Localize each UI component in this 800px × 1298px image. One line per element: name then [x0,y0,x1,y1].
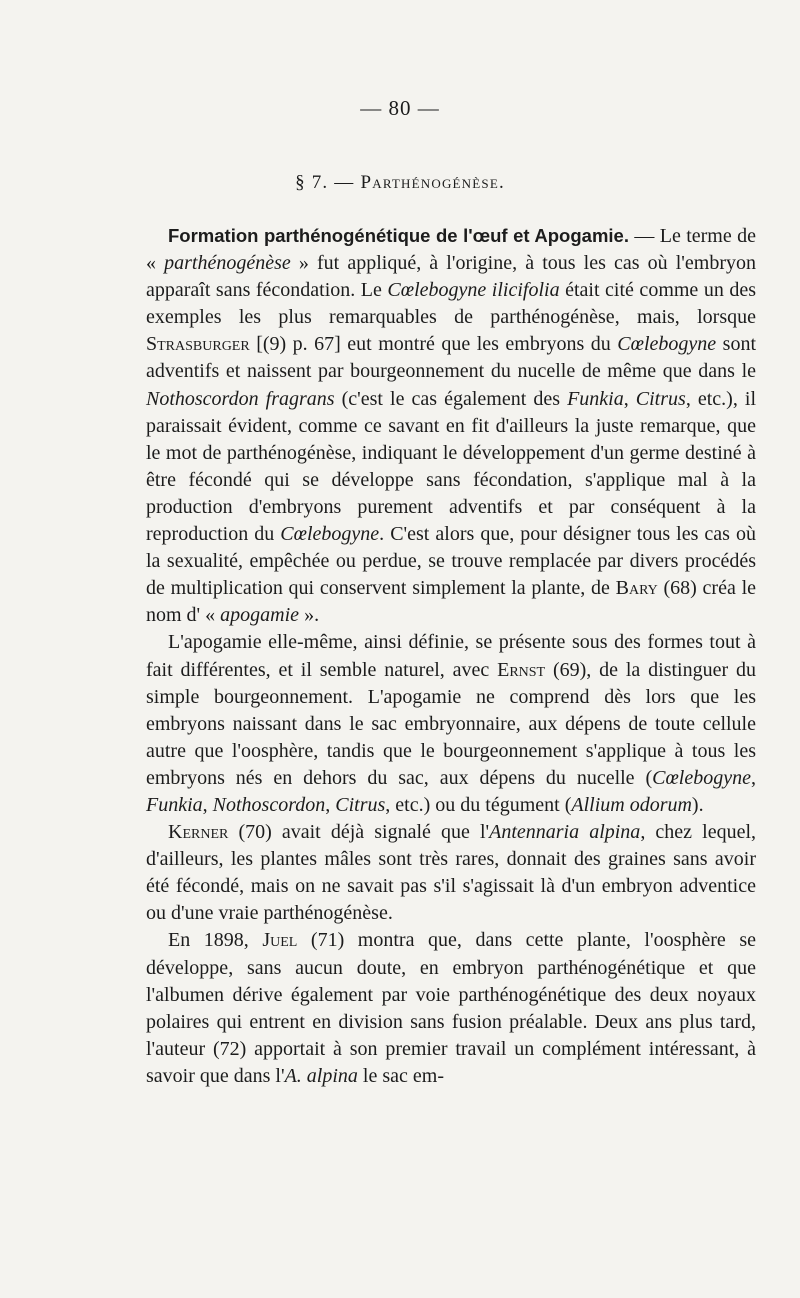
body-text [146,222,756,1090]
italic-term: apogamie [220,604,300,627]
text-run: , [202,793,213,816]
italic-term: Citrus [635,387,686,410]
author-name: Kerner [168,821,229,844]
page-number: — 80 — [360,96,440,120]
author-name: Ernst [497,658,546,681]
italic-term: Cœlebogyne ilicifolia [387,279,560,302]
paragraph [146,927,756,1090]
italic-term: Funkia [567,387,624,410]
italic-term: Cœlebogyne [617,333,717,356]
italic-term: Antennaria alpina [489,821,641,844]
text-run: (71) montra que, dans cette plante, l'oosphère se développe, sans aucun doute, en embryon parthénogénétique et que l'albumen dérive également par voie parthénogénétique des deux noyaux polaires qui entrent en division sans fusion préalable. Deux ans plus tard, l'auteur (72) apportait à son premier travail un complément intéressant, à savoir que dans l' [146,929,757,1087]
section-title: § 7. — Parthénogénèse. [295,172,505,193]
italic-term: Allium odorum [571,793,692,816]
text-run: (68) créa le nom d' « [146,577,757,627]
author-name: Bary [615,577,658,600]
author-name: Juel [262,929,298,952]
text-run: En 1898, [168,929,263,952]
paragraph [146,222,756,629]
text-run: sont adventifs et naissent par bourgeonnement du nucelle de même que dans le [146,333,757,383]
italic-term: Nothoscordon fragrans [146,387,335,410]
italic-term: Citrus [335,793,386,816]
text-run: était cité comme un des exemples les plus remarquables de parthénogénèse, mais, lorsque [146,279,756,329]
paragraph [146,629,756,819]
text-run: » fut appliqué, à l'origine, à tous les cas où l'embryon apparaît sans fécondation. Le [146,252,757,302]
italic-term: Nothoscordon [212,793,326,816]
text-run: , [623,387,636,410]
paragraph-heading: Formation parthénogénétique de l'œuf et Apogamie. [168,225,629,246]
italic-term: Cœlebogyne [652,766,751,789]
italic-term: A. alpina [284,1064,358,1087]
text-run: , etc.), il paraissait évident, comme ce savant en fit d'ailleurs la juste remarque, que le mot de parthénogénèse, indiquant le développement d'un germe destiné à être fécondé qui se développe sans fécondation, s'applique mal à la production d'embryons purement adventifs et par conséquent à la reproduction du [146,387,757,546]
text-run: , etc.) ou du tégument ( [385,793,572,816]
text-run: ). [691,793,704,816]
text-run: — Le terme de « [146,225,757,275]
text-run: L'apogamie elle-même, ainsi définie, se présente sous des formes tout à fait différentes, et il semble naturel, avec [146,631,756,681]
text-run: , [325,793,336,816]
text-run: (70) avait déjà signalé que l' [228,821,490,844]
text-run: le sac em- [357,1064,444,1087]
italic-term: parthénogénèse [164,252,291,275]
text-run: , chez lequel, d'ailleurs, les plantes mâles sont très rares, donnait des graines sans avoir été fécondé, mais on ne savait pas s'il s'agissait là d'un embryon adventice ou d'une vraie parthénogénèse. [146,821,757,925]
text-run: (69), de la distinguer du simple bourgeonnement. L'apogamie ne comprend dès lors que les embryons naissant dans le sac embryonnaire, aux dépens de toute cellule autre que l'oosphère, tandis que le bourgeonnement s'applique à tous les embryons nés en dehors du sac, aux dépens du nucelle ( [146,658,756,789]
text-run: ». [299,604,320,627]
paragraph [146,819,756,927]
text-run: , [751,766,756,789]
author-name: Strasburger [146,333,250,356]
text-run: . C'est alors que, pour désigner tous les cas où la sexualité, empêchée ou perdue, se trouve remplacée par divers procédés de multiplication qui conservent simplement la plante, de [146,523,756,600]
text-run: [(9) p. 67] eut montré que les embryons du [249,333,618,356]
text-run: (c'est le cas également des [334,387,568,410]
italic-term: Cœlebogyne [280,523,380,546]
italic-term: Funkia [146,793,203,816]
